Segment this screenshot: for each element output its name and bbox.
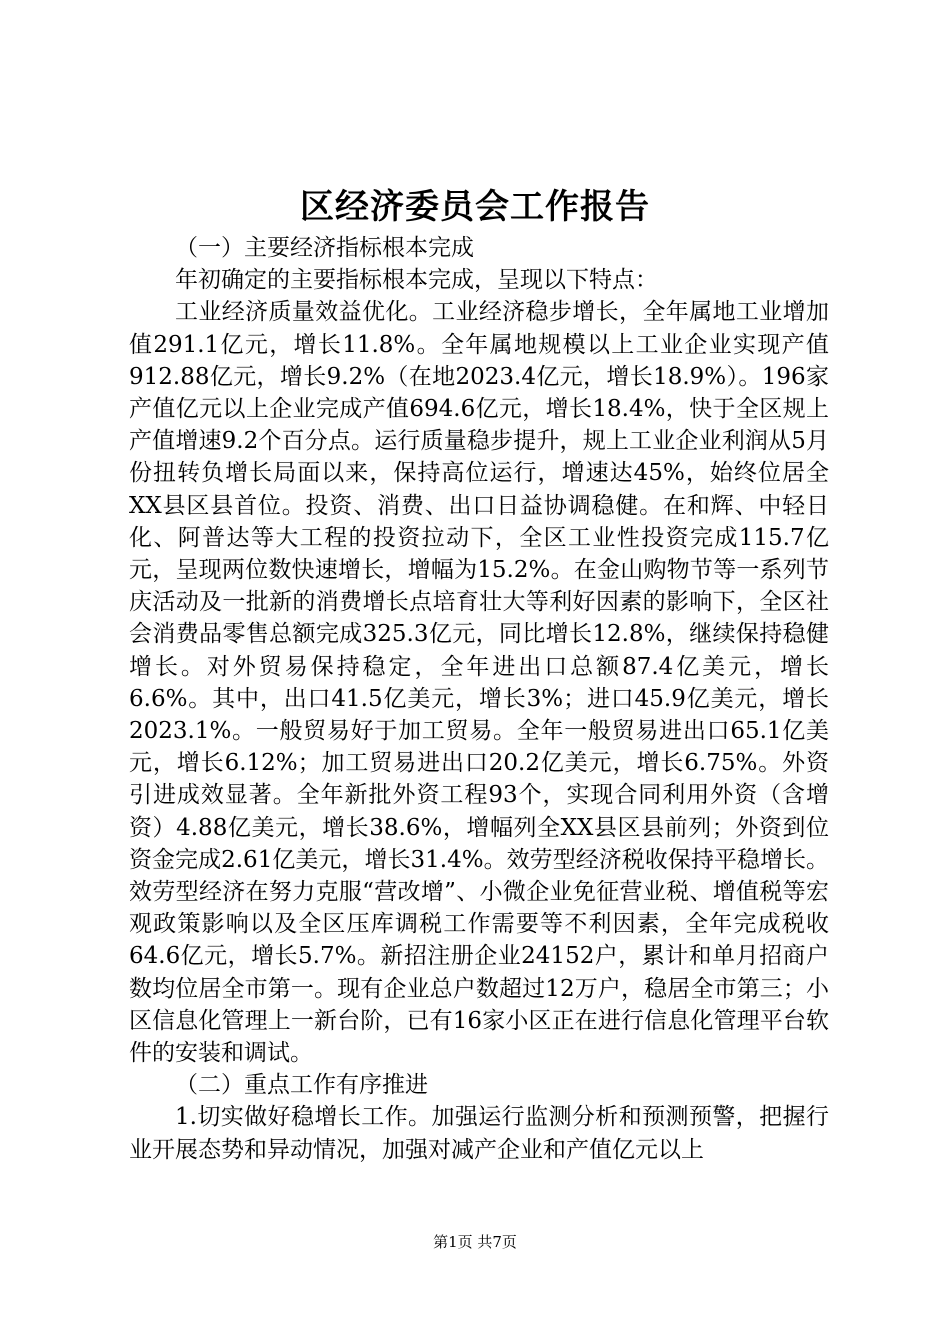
intro-paragraph: 年初确定的主要指标根本完成，呈现以下特点： [175,267,658,294]
paragraph-stable-growth: 1.切实做好稳增长工作。加强运行监测分析和预测预警，把握行业开展态势和异动情况，加强对减产企业和产值亿元以上 [129,1104,829,1163]
document-title: 区经济委员会工作报告 [300,187,650,227]
document-body [129,232,829,1166]
paragraph-industrial-economy: 工业经济质量效益优化。工业经济稳步增长，全年属地工业增加值291.1亿元，增长11.8%。全年属地规模以上工业企业实现产值912.88亿元，增长9.2%（在地2023.4亿元，增长18.9%）。196家产值亿元以上企业完成产值694.6亿元，增长18.4%，快于全区规上产值增速9.2个百分点。运行质量稳步提升，规上工业企业利润从5月份扭转负增长局面以来，保持高位运行，增速达45%，始终位居全XX县区县首位。投资、消费、出口日益协调稳健。在和辉、中轻日化、阿普达等大工程的投资拉动下，全区工业性投资完成115.7亿元，呈现两位数快速增长，增幅为15.2%。在金山购物节等一系列节庆活动及一批新的消费增长点培育壮大等利好因素的影响下，全区社会消费品零售总额完成325.3亿元，同比增长12.8%，继续保持稳健增长。对外贸易保持稳定，全年进出口总额87.4亿美元，增长6.6%。其中，出口41.5亿美元，增长3%；进口45.9亿美元，增长2023.1%。一般贸易好于加工贸易。全年一般贸易进出口65.1亿美元，增长6.12%；加工贸易进出口20.2亿美元，增长6.75%。外资引进成效显著。全年新批外资工程93个，实现合同利用外资（含增资）4.88亿美元，增长38.6%，增幅列全XX县区县前列；外资到位资金完成2.61亿美元，增长31.4%。效劳型经济税收保持平稳增长。效劳型经济在努力克服“营改增”、小微企业免征营业税、增值税等宏观政策影响以及全区压库调税工作需要等不利因素，全年完成税收64.6亿元，增长5.7%。新招注册企业24152户，累计和单月招商户数均位居全市第一。现有企业总户数超过12万户，稳居全市第三；小区信息化管理上一新台阶，已有16家小区正在进行信息化管理平台软件的安装和调试。 [129,299,829,1067]
section-heading-1: （一）主要经济指标根本完成 [175,235,474,261]
section-heading-2: （二）重点工作有序推进 [175,1072,428,1099]
page-footer: 第1页 共7页 [433,1233,517,1251]
